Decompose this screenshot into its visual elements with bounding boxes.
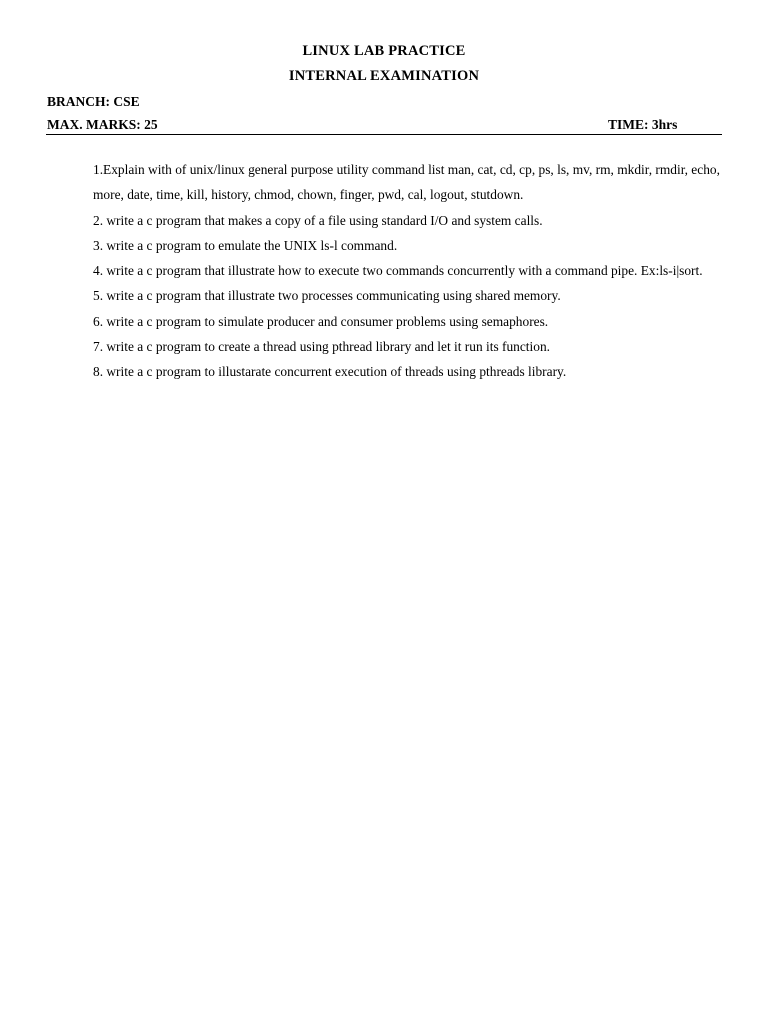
question-item: 5. write a c program that illustrate two processes communicating using shared memory. xyxy=(93,288,561,304)
question-item: 1.Explain with of unix/linux general purpose utility command list man, cat, cd, cp, ps, ls, mv, rm, mkdir, rmdir, echo, more, date, time, kill, history, chmod, chown, finger, pwd, cal, logout, stutdown. xyxy=(93,162,720,203)
question-item: 4. write a c program that illustrate how to execute two commands concurrently with a command pipe. Ex:ls-i|sort. xyxy=(93,263,703,279)
document-subtitle: INTERNAL EXAMINATION xyxy=(288,68,480,84)
branch-label: BRANCH: CSE xyxy=(47,94,140,109)
question-item: 3. write a c program to emulate the UNIX ls-l command. xyxy=(93,237,398,253)
header-divider xyxy=(46,134,722,135)
question-item: 7. write a c program to create a thread using pthread library and let it run its function. xyxy=(93,339,550,355)
question-item: 6. write a c program to simulate producer and consumer problems using semaphores. xyxy=(93,313,549,329)
question-item: 8. write a c program to illustarate concurrent execution of threads using pthreads library. xyxy=(93,364,567,380)
time-label: TIME: 3hrs xyxy=(608,117,678,132)
question-item: 2. write a c program that makes a copy of a file using standard I/O and system calls. xyxy=(93,212,543,228)
question-list xyxy=(93,157,721,385)
max-marks-label: MAX. MARKS: 25 xyxy=(47,117,158,132)
document-title: LINUX LAB PRACTICE xyxy=(302,43,466,59)
